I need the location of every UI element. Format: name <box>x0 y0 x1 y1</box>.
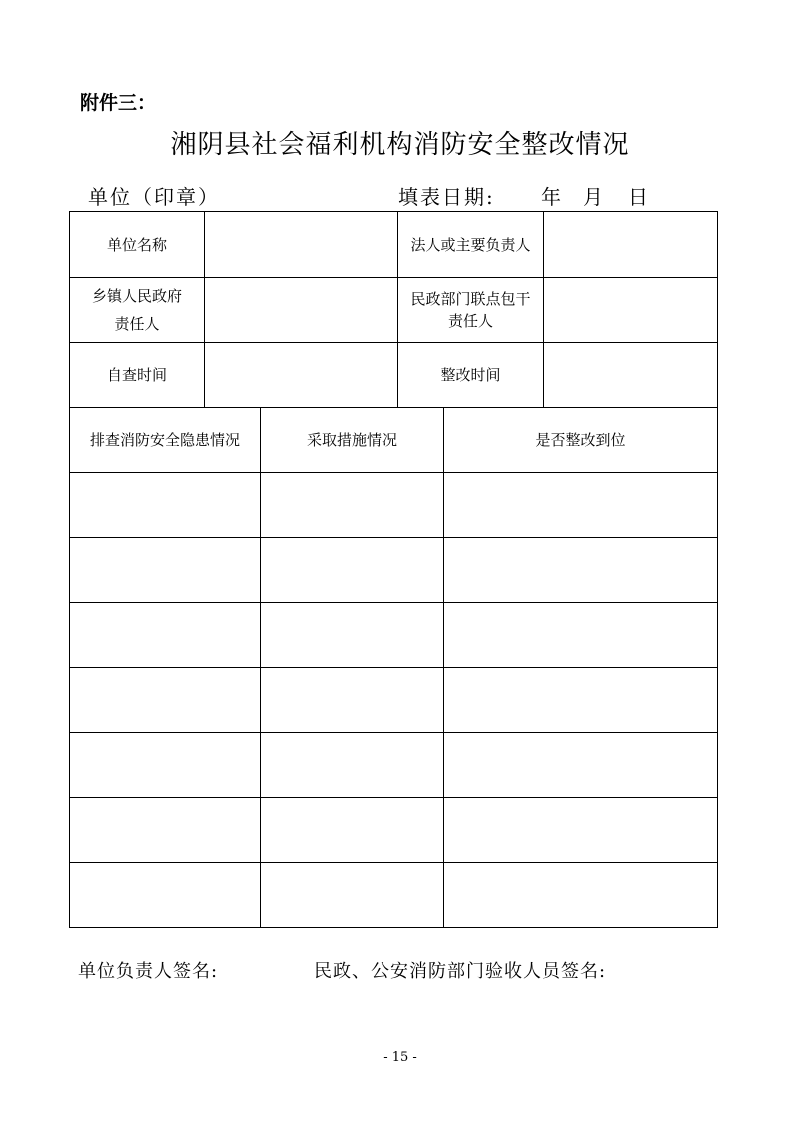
page-number: - 15 - <box>383 1050 417 1065</box>
year-label: 年 <box>541 185 561 209</box>
table-cell[interactable] <box>444 602 717 667</box>
table-cell[interactable] <box>444 472 717 537</box>
legal-person-field[interactable] <box>544 212 717 277</box>
table-cell[interactable] <box>444 797 717 862</box>
self-check-date-field[interactable] <box>205 342 397 407</box>
table-cell[interactable] <box>70 797 260 862</box>
rectification-form-table <box>69 211 718 928</box>
unit-head-signature-label: 单位负责人签名: <box>78 961 219 982</box>
civil-affairs-contact-field[interactable] <box>544 277 717 342</box>
table-cell[interactable] <box>261 602 443 667</box>
table-cell[interactable] <box>70 732 260 797</box>
table-cell[interactable] <box>70 472 260 537</box>
table-cell[interactable] <box>444 537 717 602</box>
table-cell[interactable] <box>444 667 717 732</box>
month-label: 月 <box>583 185 603 209</box>
table-cell[interactable] <box>70 602 260 667</box>
column-header: 是否整改到位 <box>535 430 626 449</box>
table-cell[interactable] <box>70 862 260 927</box>
unit-stamp-label: 单位（印章） <box>88 185 220 209</box>
info-label: 法人或主要负责人 <box>410 235 531 254</box>
day-label: 日 <box>628 185 648 209</box>
table-cell[interactable] <box>261 732 443 797</box>
table-cell[interactable] <box>261 862 443 927</box>
column-header: 采取措施情况 <box>306 430 397 449</box>
info-label: 民政部门联点包干 责任人 <box>410 289 531 330</box>
page-title: 湘阴县社会福利机构消防安全整改情况 <box>170 130 630 160</box>
table-cell[interactable] <box>70 667 260 732</box>
table-cell[interactable] <box>70 537 260 602</box>
info-label: 乡镇人民政府 责任人 <box>91 286 182 333</box>
table-cell[interactable] <box>444 732 717 797</box>
column-header: 排查消防安全隐患情况 <box>89 430 240 449</box>
township-official-field[interactable] <box>205 277 397 342</box>
table-cell[interactable] <box>261 537 443 602</box>
table-cell[interactable] <box>261 667 443 732</box>
table-cell[interactable] <box>444 862 717 927</box>
info-label: 自查时间 <box>106 365 167 384</box>
rectification-date-field[interactable] <box>544 342 717 407</box>
table-cell[interactable] <box>261 797 443 862</box>
inspector-signature-label: 民政、公安消防部门验收人员签名: <box>314 961 607 982</box>
attachment-label: 附件三： <box>80 92 157 114</box>
fill-date-label: 填表日期: <box>398 185 495 209</box>
table-cell[interactable] <box>261 472 443 537</box>
info-label: 单位名称 <box>106 235 167 254</box>
info-label: 整改时间 <box>440 365 501 384</box>
unit-name-field[interactable] <box>205 212 397 277</box>
